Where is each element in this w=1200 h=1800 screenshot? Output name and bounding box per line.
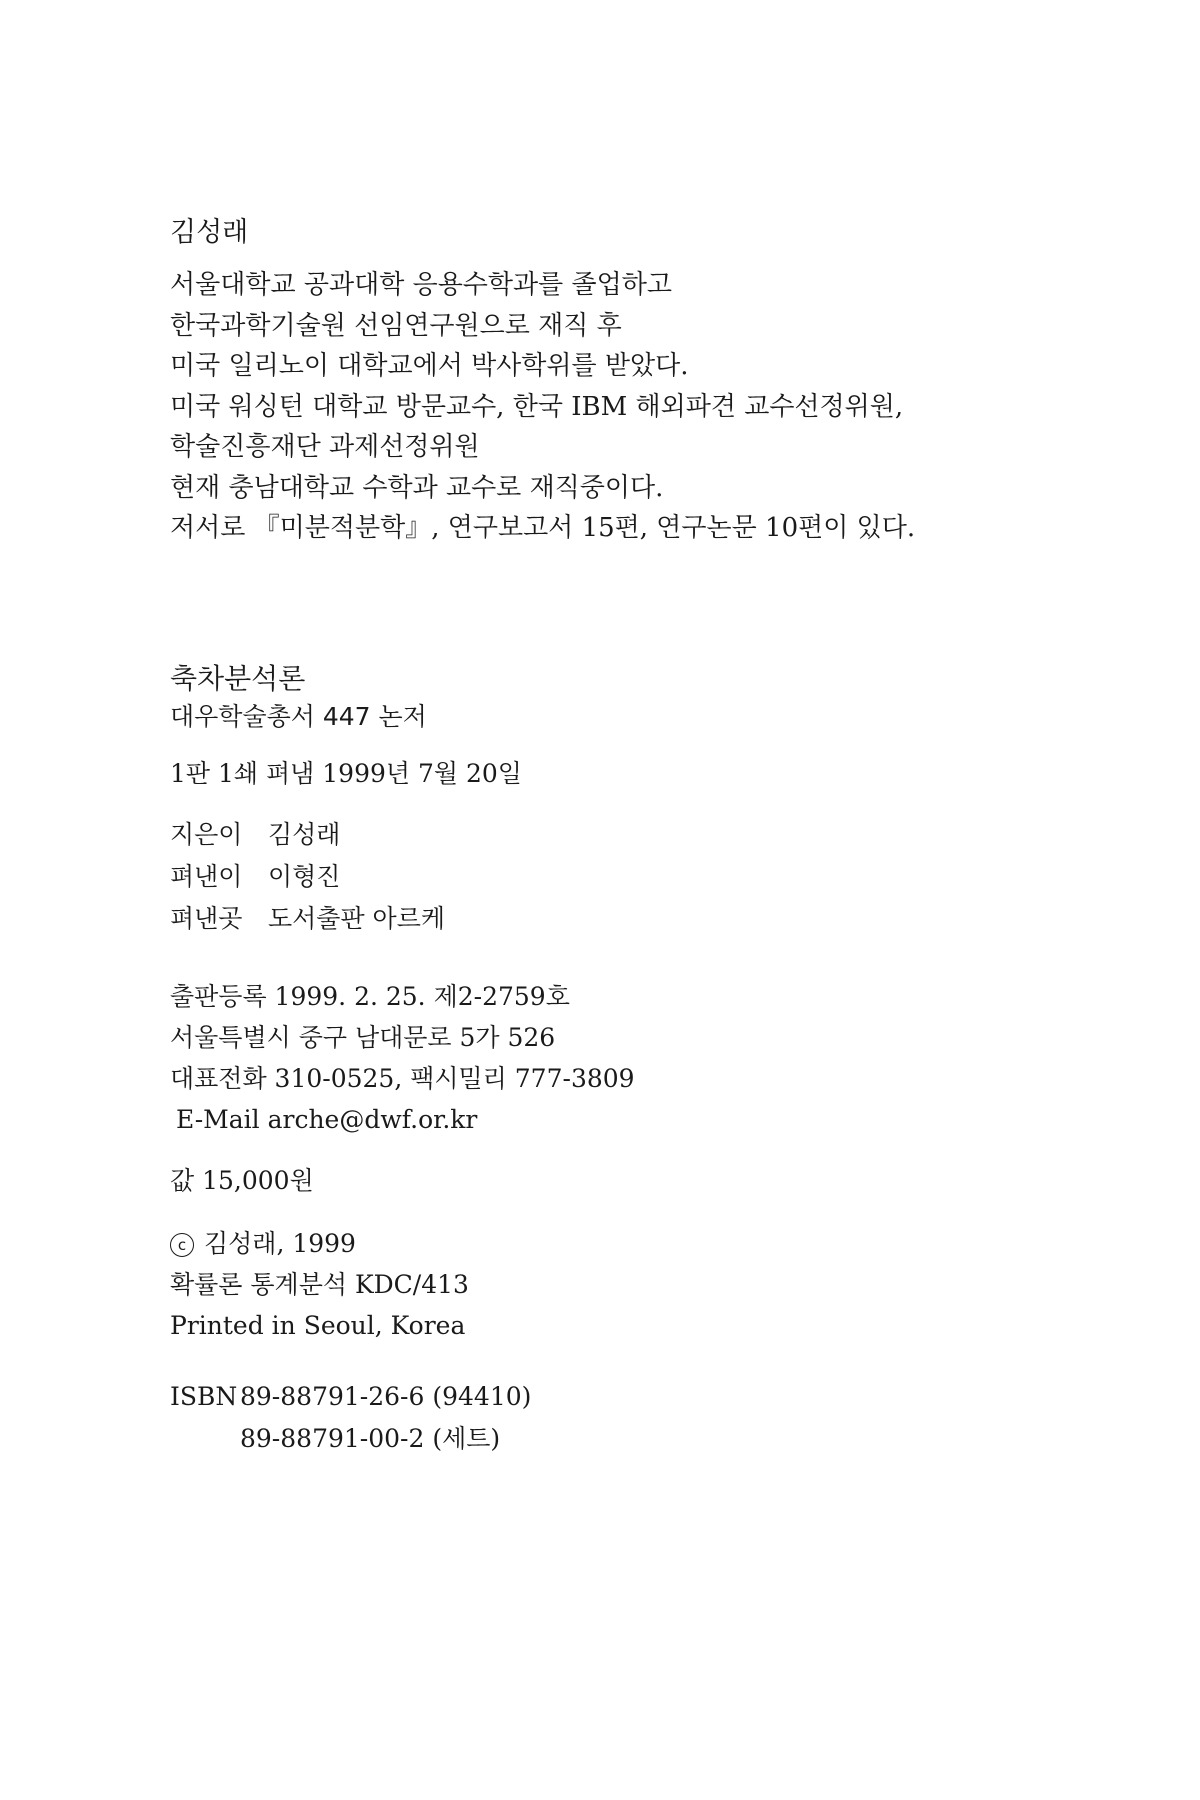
bio-line: 서울대학교 공과대학 응용수학과를 졸업하고 [170,270,672,300]
isbn-row [170,1418,1070,1460]
isbn-label: ISBN [170,1381,238,1411]
copyright-text: 김성래, 1999 [204,1228,356,1258]
bio-line: 저서로 『미분적분학』, 연구보고서 15편, 연구논문 10편이 있다. [170,513,916,543]
book-series: 대우학술총서 447 논저 [170,701,427,731]
bio-line: 현재 충남대학교 수학과 교수로 재직중이다. [170,472,664,503]
bio-line: 한국과학기술원 선임연구원으로 재직 후 [170,310,622,341]
copyright-section [170,1223,1070,1346]
copyright-icon: c [170,1233,194,1257]
bio-line: 미국 일리노이 대학교에서 박사학위를 받았다. [170,351,689,381]
credits [170,814,1070,940]
address-line: 서울특별시 중구 남대문로 5가 526 [170,1022,556,1052]
author-bio [170,265,1070,549]
isbn-value: 89-88791-00-2 (세트) [240,1423,501,1453]
phone-fax-line: 대표전화 310-0525, 팩시밀리 777-3809 [170,1063,635,1093]
publisher-info [170,976,1070,1140]
isbn-value: 89-88791-26-6 (94410) [240,1381,532,1411]
credit-row-publishing-house [170,898,1070,940]
credit-label: 펴낸곳 [170,903,243,933]
credit-label: 지은이 [170,819,243,849]
credit-value: 이형진 [268,861,341,891]
book-info [170,659,1070,794]
classification-line: 확률론 통계분석 KDC/413 [170,1269,469,1299]
isbn-row [170,1376,1070,1418]
price-section [170,1160,1070,1201]
colophon-content [170,215,1070,1460]
edition-line: 1판 1쇄 펴냄 1999년 7월 20일 [170,758,522,788]
bio-line: 미국 워싱턴 대학교 방문교수, 한국 IBM 해외파견 교수선정위원, [170,391,904,422]
credit-row-author [170,814,1070,856]
credit-value: 김성래 [268,819,341,849]
printed-line: Printed in Seoul, Korea [170,1310,466,1340]
registration-line: 출판등록 1999. 2. 25. 제2-2759호 [170,981,570,1011]
book-title: 축차분석론 [170,661,306,695]
credit-label: 펴낸이 [170,861,243,891]
bio-line: 학술진흥재단 과제선정위원 [170,432,480,462]
isbn-section [170,1376,1070,1460]
isbn-label-spacer [170,1418,240,1460]
author-name: 김성래 [170,217,249,248]
copyright-line [170,1223,1070,1264]
credit-row-publisher [170,856,1070,898]
price: 값 15,000원 [170,1165,314,1195]
email-line: E-Mail arche@dwf.or.kr [176,1104,478,1134]
credit-value: 도서출판 아르케 [268,903,445,933]
